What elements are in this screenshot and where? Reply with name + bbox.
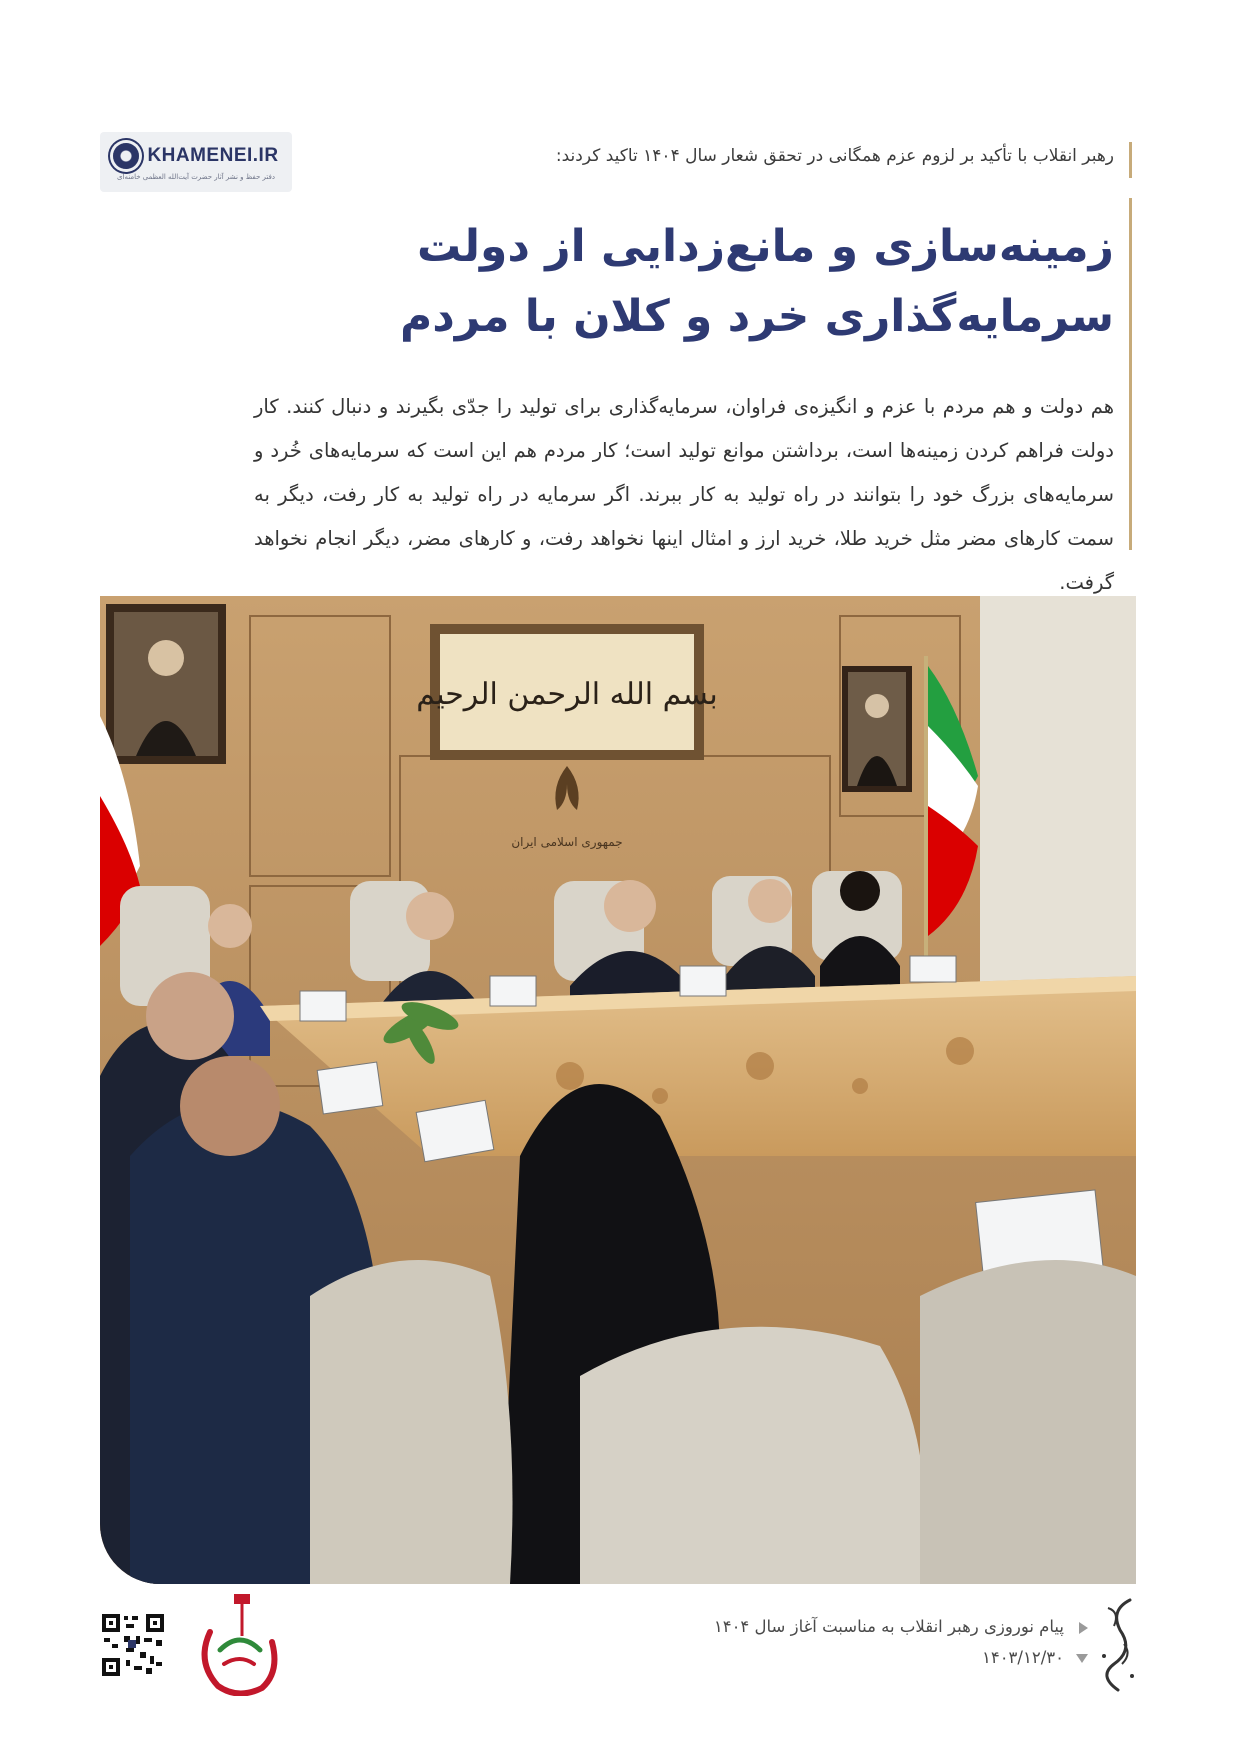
bullet-triangle-icon bbox=[1076, 1654, 1088, 1663]
kicker-text: رهبر انقلاب با تأکید بر لزوم عزم همگانی در تحقق شعار سال ۱۴۰۴ تاکید کردند: bbox=[555, 146, 1114, 166]
footer-date: ۱۴۰۳/۱۲/۳۰ bbox=[981, 1648, 1064, 1667]
gear-emblem-icon bbox=[113, 143, 139, 169]
calligraphy-text: بسم الله الرحمن الرحیم bbox=[416, 677, 718, 712]
khamenei-logo bbox=[100, 132, 292, 192]
slogan-calligraphy-logo bbox=[1094, 1594, 1140, 1694]
body-paragraph: هم دولت و هم مردم با عزم و انگیزه‌ی فراوان، سرمایه‌گذاری برای تولید را جدّی بگیرند و دنبال کنند. کار دولت فراهم کردن زمینه‌ها است، برداشتن موانع تولید است؛ کار مردم هم این است که سرمایه‌های خُرد و سرمایه‌های بزرگ خود را بتوانند در راه تولید به کار ببرند. اگر سرمایه در راه تولید به کار رفت، دیگر به سمت کارهای مضر مثل خرید طلا، خرید ارز و امثال اینها نخواهد رفت، و کارهای مضر، دیگر انجام نخواهد گرفت. bbox=[254, 395, 1114, 594]
qr-code[interactable] bbox=[100, 1612, 166, 1678]
accent-rule-top bbox=[1129, 142, 1132, 178]
meeting-scene bbox=[100, 596, 1136, 1584]
meeting-photo bbox=[100, 596, 1136, 1584]
logo-subtext: دفتر حفظ و نشر آثار حضرت آیت‌الله العظمی خامنه‌ای bbox=[117, 173, 275, 181]
logo-text: KHAMENEI.IR bbox=[147, 145, 279, 166]
emblem-caption: جمهوری اسلامی ایران bbox=[511, 835, 623, 849]
accent-rule-body bbox=[1129, 198, 1132, 550]
bullet-triangle-icon bbox=[1079, 1622, 1088, 1634]
campaign-logo bbox=[190, 1592, 288, 1696]
page-headline bbox=[254, 212, 1114, 352]
headline-line-2: سرمایه‌گذاری خرد و کلان با مردم bbox=[400, 291, 1114, 342]
headline-line-1: زمینه‌سازی و مانع‌زدایی از دولت bbox=[416, 221, 1114, 272]
footer-occasion: پیام نوروزی رهبر انقلاب به مناسبت آغاز سال ۱۴۰۴ bbox=[713, 1617, 1064, 1636]
